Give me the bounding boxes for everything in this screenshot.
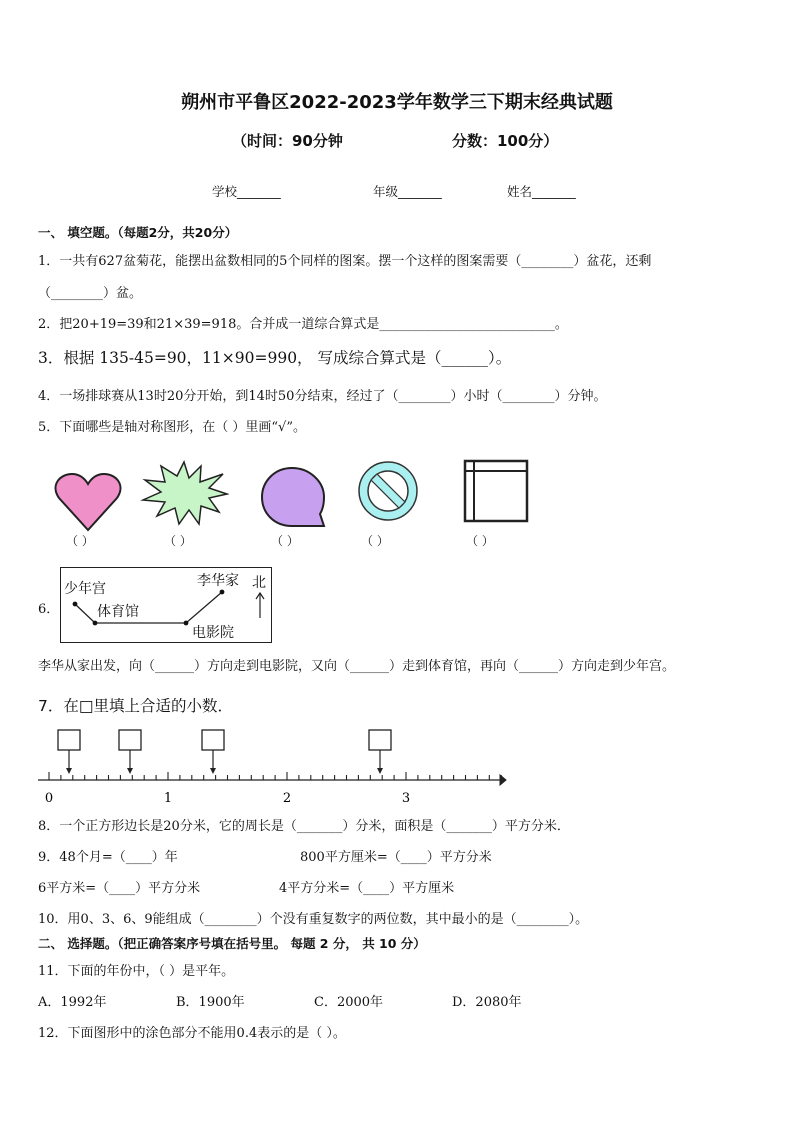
- answer-paren-1[interactable]: （ ）: [66, 534, 94, 548]
- option-c[interactable]: C．2000年: [314, 995, 384, 1010]
- section-2-heading: 二、 选择题。（把正确答案序号填在括号里。 每题 2 分， 共 10 分）: [38, 936, 426, 951]
- question-1-line-1: 1．一共有627盆菊花，能摆出盆数相同的5个同样的图案。摆一个这样的图案需要（________）盆花，还剩: [38, 254, 652, 269]
- map-label-north: 北: [252, 575, 266, 591]
- map-label-dianying: 电影院: [192, 625, 234, 641]
- school-field: 学校_______: [212, 184, 281, 199]
- answer-paren-4[interactable]: （ ）: [361, 534, 389, 548]
- exam-time: （时间：90分钟: [232, 132, 343, 150]
- answer-paren-5[interactable]: （ ）: [466, 534, 494, 548]
- number-line: [30, 726, 510, 806]
- letter-q-icon: [260, 466, 326, 528]
- answer-box-4[interactable]: [369, 730, 391, 750]
- question-6-text: 李华从家出发，向（______）方向走到电影院，又向（______）走到体育馆，再向（______）方向走到少年宫。: [38, 659, 676, 674]
- option-a[interactable]: A．1992年: [38, 995, 107, 1010]
- answer-box-2[interactable]: [119, 730, 141, 750]
- map-label-shaonian: 少年宫: [64, 581, 106, 597]
- option-b[interactable]: B．1900年: [176, 995, 245, 1010]
- map-label-tiyu: 体育馆: [97, 604, 139, 620]
- heart-icon: [54, 472, 122, 532]
- question-6-number: 6．: [38, 602, 60, 617]
- question-9-b: 800平方厘米=（____）平方分米: [300, 850, 492, 865]
- answer-box-3[interactable]: [202, 730, 224, 750]
- square-frame-icon: [462, 458, 530, 524]
- tick-label-0: 0: [44, 791, 54, 806]
- page-title: 朔州市平鲁区2022-2023学年数学三下期末经典试题: [181, 92, 613, 113]
- question-10: 10．用0、3、6、9能组成（________）个没有重复数字的两位数，其中最小的是（________）。: [38, 912, 589, 927]
- tick-label-3: 3: [401, 791, 411, 806]
- route-map: [60, 567, 272, 643]
- tick-label-1: 1: [163, 791, 173, 806]
- question-12: 12．下面图形中的涂色部分不能用0.4表示的是（ ）。: [38, 1026, 346, 1041]
- map-label-lihua: 李华家: [197, 573, 239, 589]
- exam-score: 分数：100分）: [452, 132, 559, 150]
- tick-label-2: 2: [282, 791, 292, 806]
- question-7: 7．在□里填上合适的小数．: [38, 697, 234, 715]
- starburst-icon: [139, 460, 229, 526]
- question-8: 8．一个正方形边长是20分米，它的周长是（_______）分米，面积是（_______）平方分米．: [38, 819, 570, 834]
- question-5: 5．下面哪些是轴对称图形，在（ ）里画“√”。: [38, 420, 306, 435]
- answer-paren-2[interactable]: （ ）: [164, 534, 192, 548]
- section-1-heading: 一、 填空题。（每题2分，共20分）: [38, 225, 238, 240]
- no-sign-icon: [356, 459, 420, 523]
- question-2: 2．把20+19=39和21×39=918。合并成一道综合算式是___________________________。: [38, 317, 568, 332]
- question-9-c: 6平方米=（____）平方分米: [38, 881, 201, 896]
- question-9-a: 9．48个月=（____）年: [38, 850, 178, 865]
- question-4: 4．一场排球赛从13时20分开始，到14时50分结束，经过了（________）小时（________）分钟。: [38, 389, 607, 404]
- grade-field: 年级_______: [373, 184, 442, 199]
- question-9-d: 4平方分米=（____）平方厘米: [279, 881, 455, 896]
- option-d[interactable]: D．2080年: [452, 995, 522, 1010]
- answer-box-1[interactable]: [58, 730, 80, 750]
- question-11: 11．下面的年份中，（ ）是平年。: [38, 964, 235, 979]
- question-3: 3．根据 135-45=90，11×90=990， 写成综合算式是（______）。: [38, 349, 512, 367]
- question-1-line-2: （________）盆。: [38, 286, 143, 301]
- name-field: 姓名_______: [507, 184, 576, 199]
- answer-paren-3[interactable]: （ ）: [271, 534, 299, 548]
